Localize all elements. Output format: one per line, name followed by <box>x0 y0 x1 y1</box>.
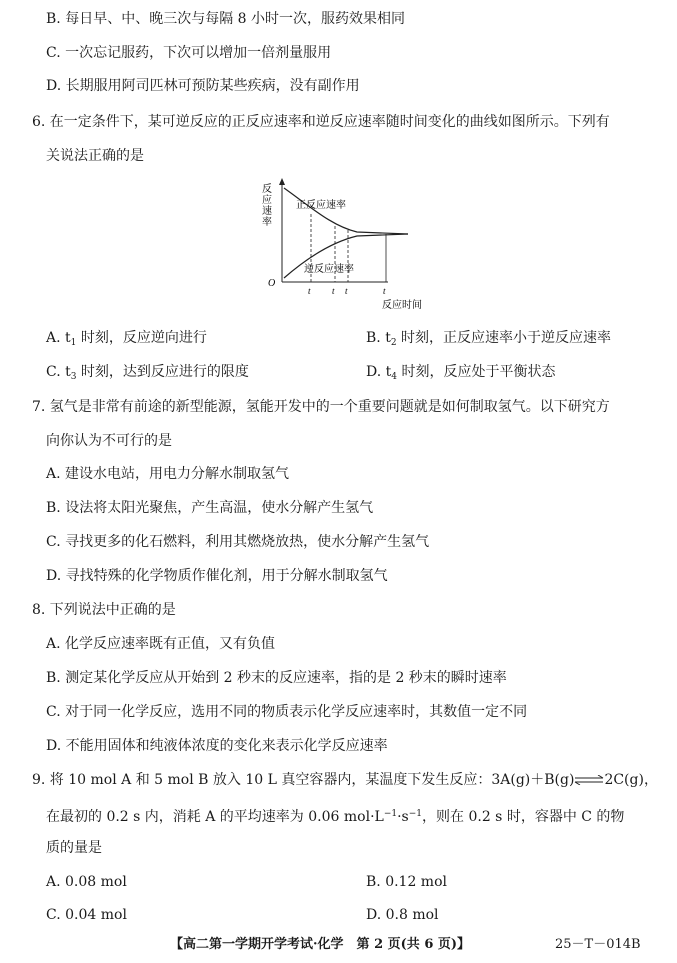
q8-option-a[interactable]: A. 化学反应速率既有正值，又有负值 <box>46 636 276 652</box>
q7-stem-line2: 向你认为不可行的是 <box>46 433 172 449</box>
footer-exam-title: 【高二第一学期开学考试· <box>170 937 318 952</box>
prev-option-d: D. 长期服用阿司匹林可预防某些疾病，没有副作用 <box>46 78 360 94</box>
forward-rate-label: 正反应速率 <box>296 200 346 211</box>
graph-y-label-1: 反 <box>262 184 272 195</box>
q8-option-d[interactable]: D. 不能用固体和纯液体浓度的变化来表示化学反应速率 <box>46 738 388 754</box>
q8-option-b[interactable]: B. 测定某化学反应从开始到 2 秒末的反应速率，指的是 2 秒末的瞬时速率 <box>46 670 507 686</box>
forward-rate-curve <box>284 188 408 234</box>
footer-subject: 化学 <box>317 937 344 952</box>
q7-option-a[interactable]: A. 建设水电站，用电力分解水制取氢气 <box>46 466 290 482</box>
graph-origin: O <box>268 278 276 289</box>
q6-option-d[interactable]: D. $t_4$ 时刻，反应处于平衡状态 <box>366 364 556 382</box>
graph-y-label-3: 速 <box>262 206 272 217</box>
graph-y-label-4: 率 <box>262 217 272 228</box>
q7-option-b[interactable]: B. 设法将太阳光聚焦，产生高温，使水分解产生氢气 <box>46 500 374 516</box>
graph-y-label-2: 应 <box>262 195 272 206</box>
graph-x-label: 反应时间 <box>382 300 422 311</box>
q8-stem: 8. 下列说法中正确的是 <box>32 602 176 618</box>
prev-option-b: B. 每日早、中、晚三次与每隔 8 小时一次，服药效果相同 <box>46 11 405 27</box>
rate-time-graph <box>262 178 444 312</box>
q9-stem-line2: 在最初的 0.2 s 内，消耗 A 的平均速率为 0.06 $mol\cdot L^{-1}\cdot s^{-1}$，则在 0.2 s 时，容器中 C 的物 <box>46 809 625 825</box>
q8-option-c[interactable]: C. 对于同一化学反应，选用不同的物质表示化学反应速率时，其数值一定不同 <box>46 704 528 720</box>
q7-option-c[interactable]: C. 寻找更多的化石燃料，利用其燃烧放热，使水分解产生氢气 <box>46 534 430 550</box>
q9-option-d[interactable]: D. 0.8 mol <box>366 907 439 923</box>
equilibrium-arrow-icon <box>574 775 604 785</box>
q6-option-c[interactable]: C. $t_3$ 时刻，达到反应进行的限度 <box>46 364 249 382</box>
t1-tick: t <box>308 286 311 296</box>
page-footer <box>170 936 470 954</box>
q6-stem-line2: 关说法正确的是 <box>46 148 144 164</box>
q9-option-a[interactable]: A. 0.08 mol <box>46 874 127 890</box>
q6-stem-line1: 6. 在一定条件下，某可逆反应的正反应速率和逆反应速率随时间变化的曲线如图所示。下列有 <box>32 114 610 130</box>
q9-stem-line3: 质的量是 <box>46 840 102 856</box>
footer-page-number: 第 2 页(共 6 页)】 <box>343 937 471 952</box>
t4-tick: t <box>383 286 386 296</box>
q9-option-c[interactable]: C. 0.04 mol <box>46 907 127 923</box>
q9-stem-line1: 9. 将 10 mol A 和 5 mol B 放入 10 L 真空容器内，某温度下发生反应：3A(g)＋B(g) 2C(g)， <box>32 772 658 788</box>
q7-stem-line1: 7. 氢气是非常有前途的新型能源，氢能开发中的一个重要问题就是如何制取氢气。以下研究方 <box>32 399 610 415</box>
prev-option-c: C. 一次忘记服药，下次可以增加一倍剂量服用 <box>46 45 332 61</box>
q9-option-b[interactable]: B. 0.12 mol <box>366 874 447 890</box>
t2-tick: t <box>332 286 335 296</box>
q6-option-a[interactable]: A. $t_1$ 时刻，反应逆向进行 <box>46 330 207 348</box>
q7-option-d[interactable]: D. 寻找特殊的化学物质作催化剂，用于分解水制取氢气 <box>46 568 388 584</box>
footer-code: 25－T－014B <box>555 937 641 952</box>
reverse-rate-label: 逆反应速率 <box>304 264 354 275</box>
graph-y-arrow <box>279 178 285 185</box>
t3-tick: t <box>345 286 348 296</box>
q6-option-b[interactable]: B. $t_2$ 时刻，正反应速率小于逆反应速率 <box>366 330 612 348</box>
